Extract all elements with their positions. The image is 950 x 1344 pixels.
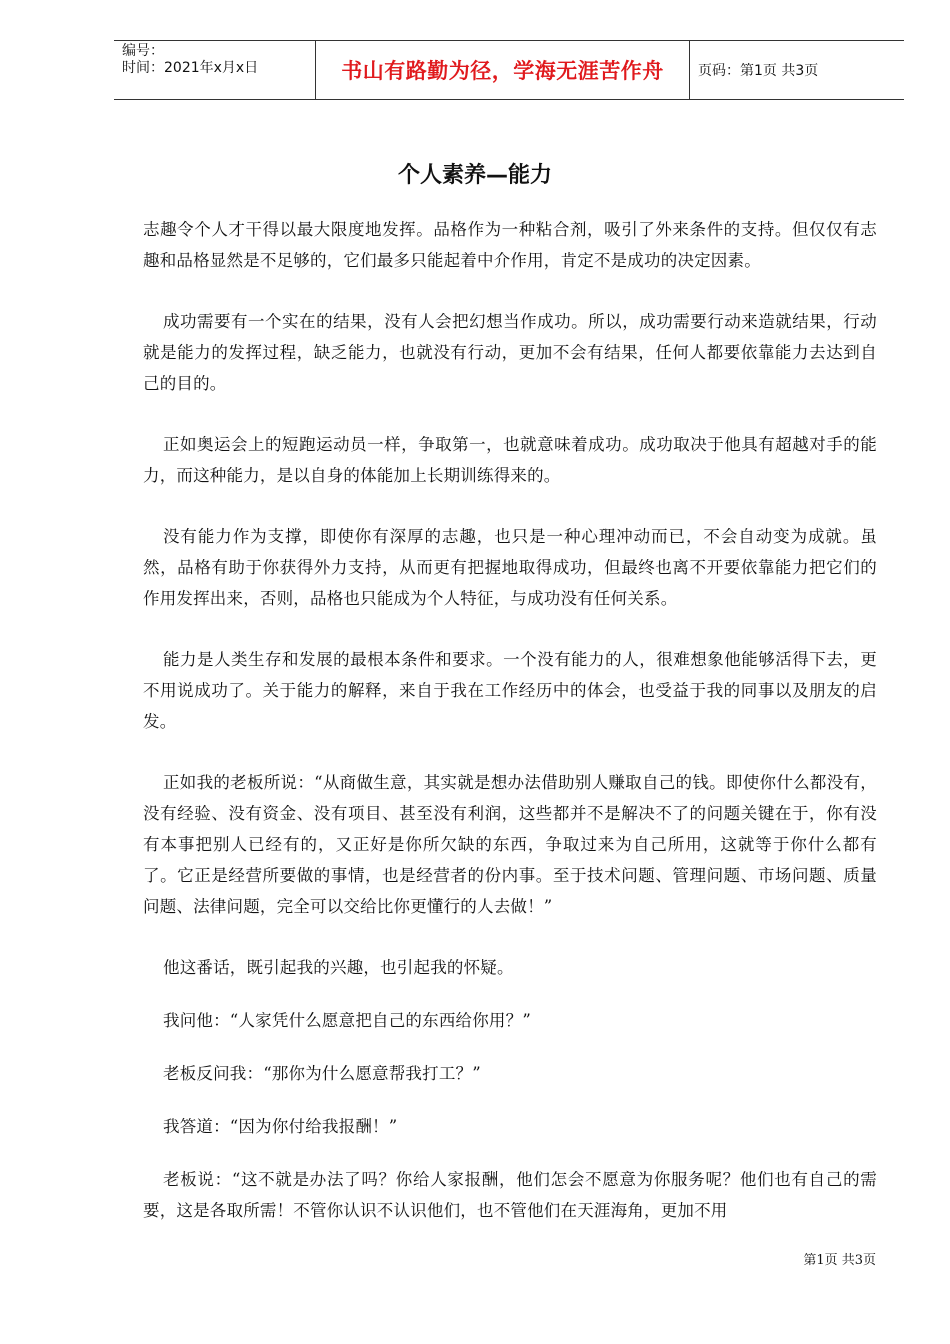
- page-footer: 第1页 共3页: [803, 1253, 876, 1268]
- document-title: 个人素养—能力: [397, 163, 552, 188]
- document-body: [143, 214, 877, 1256]
- paragraph: 能力是人类生存和发展的最根本条件和要求。一个没有能力的人，很难想象他能够活得下去，更不用说成功了。关于能力的解释，来自于我在工作经历中的体会，也受益于我的同事以及朋友的启发。: [143, 650, 877, 731]
- paragraph: 正如我的老板所说：“从商做生意，其实就是想办法借助别人赚取自己的钱。即使你什么都没有，没有经验、没有资金、没有项目、甚至没有利润，这些都并不是解决不了的问题关键在于，你有没有本事把别人已经有的，又正好是你所欠缺的东西，争取过来为自己所用，这就等于你什么都有了。它正是经营所要做的事情，也是经营者的份内事。至于技术问题、管理问题、市场问题、质量问题、法律问题，完全可以交给比你更懂行的人去做！”: [143, 773, 877, 916]
- paragraph: 没有能力作为支撑，即使你有深厚的志趣，也只是一种心理冲动而已，不会自动变为成就。虽然，品格有助于你获得外力支持，从而更有把握地取得成功，但最终也离不开要依靠能力把它们的作用发挥出来，否则，品格也只能成为个人特征，与成功没有任何关系。: [143, 527, 877, 608]
- date-label: 时间：2021年x月x日: [122, 60, 259, 76]
- header-motto: 书山有路勤为径，学海无涯苦作舟: [316, 41, 690, 99]
- paragraph: 正如奥运会上的短跑运动员一样，争取第一，也就意味着成功。成功取决于他具有超越对手的能力，而这种能力，是以自身的体能加上长期训练得来的。: [143, 435, 877, 485]
- paragraph: 我答道：“因为你付给我报酬！”: [163, 1117, 398, 1136]
- header-page-info: 页码：第1页 共3页: [698, 63, 819, 79]
- document-header: [114, 40, 904, 100]
- paragraph: 他这番话，既引起我的兴趣，也引起我的怀疑。: [163, 958, 514, 977]
- number-label: 编号：: [122, 43, 164, 59]
- paragraph: 我问他：“人家凭什么愿意把自己的东西给你用？”: [163, 1011, 531, 1030]
- paragraph: 老板说：“这不就是办法了吗？你给人家报酬，他们怎会不愿意为你服务呢？他们也有自己的需要，这是各取所需！不管你认识不认识他们，也不管他们在天涯海角，更加不用: [143, 1170, 877, 1220]
- paragraph: 老板反问我：“那你为什么愿意帮我打工？”: [163, 1064, 481, 1083]
- header-meta: [114, 41, 316, 99]
- paragraph: 志趣令个人才干得以最大限度地发挥。品格作为一种粘合剂，吸引了外来条件的支持。但仅仅有志趣和品格显然是不足够的，它们最多只能起着中介作用，肯定不是成功的决定因素。: [143, 220, 877, 270]
- paragraph: 成功需要有一个实在的结果，没有人会把幻想当作成功。所以，成功需要行动来造就结果，行动就是能力的发挥过程，缺乏能力，也就没有行动，更加不会有结果，任何人都要依靠能力去达到自己的目的。: [143, 312, 877, 393]
